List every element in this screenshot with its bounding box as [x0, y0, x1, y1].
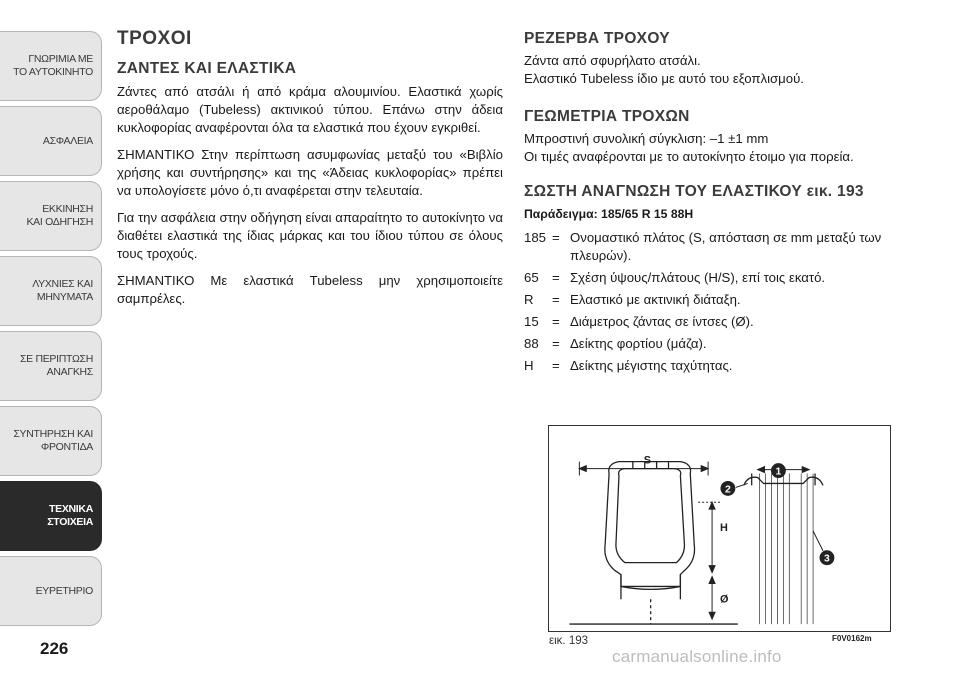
- subsection-title-wheel-geometry: ΓΕΩΜΕΤΡΙΑ ΤΡΟΧΩΝ: [524, 108, 690, 125]
- page-number: 226: [40, 639, 69, 658]
- tyre-diagram: [549, 426, 890, 631]
- spec-row: [524, 269, 896, 287]
- spec-code: H: [524, 358, 534, 373]
- svg-text:1: 1: [775, 466, 782, 478]
- spec-equals: =: [552, 270, 560, 285]
- spec-row: [524, 357, 896, 375]
- tab-safety[interactable]: ΑΣΦΑΛΕΙΑ: [0, 106, 102, 176]
- tab-warning-lights[interactable]: ΛΥΧΝΙΕΣ ΚΑΙ ΜΗΝΥΜΑΤΑ: [0, 256, 102, 326]
- dimension-label-s: S: [643, 454, 652, 467]
- spec-row: [524, 229, 896, 265]
- spec-code: 15: [524, 314, 539, 329]
- spec-row: [524, 335, 896, 353]
- chapter-sidebar: [0, 0, 104, 677]
- watermark: carmanualsonline.info: [612, 647, 782, 666]
- tyre-cross-section-figure: [548, 425, 891, 632]
- figure-caption: εικ. 193: [549, 635, 589, 647]
- paragraph-rims: Ζάντες από ατσάλι ή από κράμα αλουμινίου. Ελαστικά χωρίς αεροθάλαμο (Tubeless) ακτινικού τύπου. Επάνω στην άδεια κυκλοφορίας αναφέρονται όλα τα ελαστικά που έχουν εγκριθεί.: [117, 84, 503, 135]
- tab-starting-driving[interactable]: ΕΚΚΙΝΗΣΗ ΚΑΙ ΟΔΗΓΗΣΗ: [0, 181, 102, 251]
- spec-description: Δείκτης μέγιστης ταχύτητας.: [570, 358, 733, 373]
- spec-row: [524, 313, 896, 331]
- subsection-title-tyre-reading: ΣΩΣΤΗ ΑΝΑΓΝΩΣΗ ΤΟΥ ΕΛΑΣΤΙΚΟΥ εικ. 193: [524, 183, 864, 200]
- callout-2: [720, 481, 747, 496]
- tab-index[interactable]: ΕΥΡΕΤΗΡΙΟ: [0, 556, 102, 626]
- callout-3: [813, 531, 834, 565]
- dimension-label-diameter: Ø: [719, 593, 729, 606]
- spec-equals: =: [552, 292, 560, 307]
- spec-code: 65: [524, 270, 539, 285]
- spec-code: 185: [524, 230, 547, 245]
- tab-maintenance[interactable]: ΣΥΝΤΗΡΗΣΗ ΚΑΙ ΦΡΟΝΤΙΔΑ: [0, 406, 102, 476]
- spec-description: Διάμετρος ζάντας σε ίντσες (Ø).: [570, 314, 754, 329]
- dimension-label-h: H: [719, 521, 728, 534]
- spec-description: Ελαστικό με ακτινική διάταξη.: [570, 292, 741, 307]
- text-line: Οι τιμές αναφέρονται με το αυτοκίνητο έτοιμο για πορεία.: [524, 149, 854, 164]
- spec-row: [524, 291, 896, 309]
- spec-description: Ονομαστικό πλάτος (S, απόσταση σε mm μεταξύ των πλευρών).: [570, 230, 882, 263]
- svg-text:3: 3: [824, 553, 830, 565]
- paragraph-safety: Για την ασφάλεια στην οδήγηση είναι απαραίτητο το αυτοκίνητο να διαθέτει ελαστικά της ίδιας μάρκας και του ίδιου τύπου σε όλους τους τροχούς.: [117, 210, 503, 261]
- spec-equals: =: [552, 230, 560, 245]
- text-line: Ελαστικό Tubeless ίδιο με αυτό του εξοπλισμού.: [524, 71, 804, 86]
- example-label: Παράδειγμα: 185/65 R 15 88H: [524, 207, 694, 221]
- spec-equals: =: [552, 336, 560, 351]
- right-column: [524, 30, 896, 379]
- callout-1: [771, 463, 786, 478]
- spec-code: R: [524, 292, 534, 307]
- spec-code: 88: [524, 336, 539, 351]
- tab-emergency[interactable]: ΣΕ ΠΕΡΙΠΤΩΣΗ ΑΝΑΓΚΗΣ: [0, 331, 102, 401]
- paragraph-important-tubeless: ΣΗΜΑΝΤΙΚΟ Με ελαστικά Tubeless μην χρησιμοποιείτε σαμπρέλες.: [117, 273, 503, 306]
- spec-description: Δείκτης φορτίου (μάζα).: [570, 336, 707, 351]
- subsection-title-spare-wheel: ΡΕΖΕΡΒΑ ΤΡΟΧΟΥ: [524, 30, 670, 47]
- spec-description: Σχέση ύψους/πλάτους (H/S), επί τοις εκατό.: [570, 270, 826, 285]
- tab-getting-to-know[interactable]: ΓΝΩΡΙΜΙΑ ΜΕ ΤΟ ΑΥΤΟΚΙΝΗΤΟ: [0, 31, 102, 101]
- text-line: Μπροστινή συνολική σύγκλιση: –1 ±1 mm: [524, 131, 769, 146]
- figure-code: F0V0162m: [832, 634, 872, 643]
- paragraph-important-registration: ΣΗΜΑΝΤΙΚΟ Στην περίπτωση ασυμφωνίας μεταξύ του «Βιβλίο χρήσης και συντήρησης» και της «Άδειας κυκλοφορίας» πρέπει να υπολογίσετε μόνο ό,τι αναφέρεται στην τελευταία.: [117, 147, 503, 198]
- tab-technical-data[interactable]: ΤΕΧΝΙΚΑ ΣΤΟΙΧΕΙΑ: [0, 481, 102, 551]
- spec-equals: =: [552, 314, 560, 329]
- spec-equals: =: [552, 358, 560, 373]
- left-column: [117, 30, 503, 317]
- subsection-title-rims-tyres: ΖΑΝΤΕΣ ΚΑΙ ΕΛΑΣΤΙΚΑ: [117, 60, 297, 77]
- text-line: Ζάντα από σφυρήλατο ατσάλι.: [524, 53, 701, 68]
- svg-text:2: 2: [725, 484, 731, 496]
- section-title: ΤΡΟΧΟΙ: [117, 28, 192, 49]
